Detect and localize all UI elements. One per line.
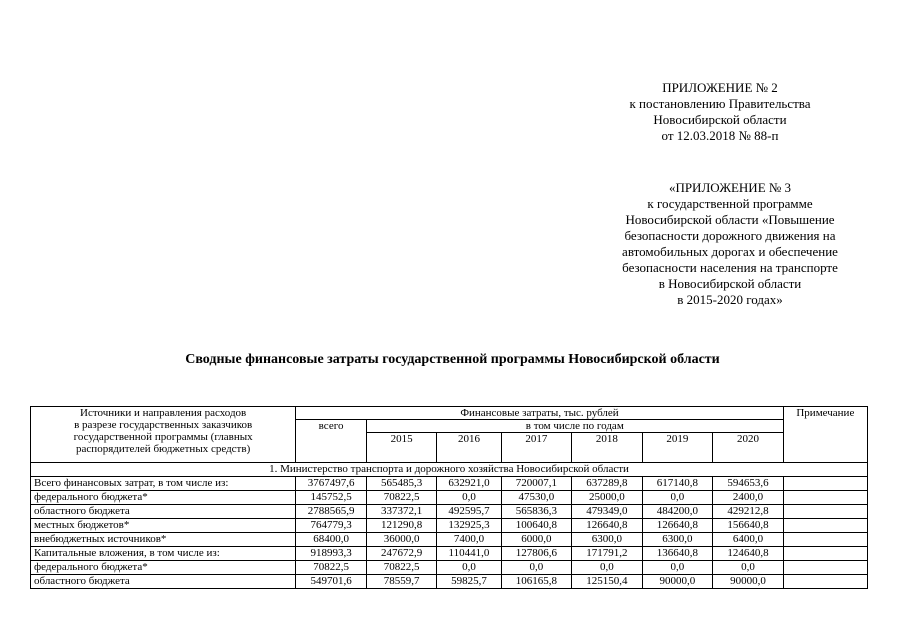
year-cell: 6300,0 [572, 533, 643, 547]
year-header: 2017 [501, 433, 572, 463]
note-cell [783, 533, 867, 547]
financial-table [30, 406, 868, 589]
row-label: местных бюджетов* [31, 519, 296, 533]
years-header: в том числе по годам [366, 420, 783, 433]
year-header: 2018 [572, 433, 643, 463]
annex-line: «ПРИЛОЖЕНИЕ № 3 [668, 180, 792, 195]
financial-costs-header: Финансовые затраты, тыс. рублей [296, 407, 783, 420]
year-cell: 0,0 [501, 561, 572, 575]
table-row [31, 561, 868, 575]
total-cell: 145752,5 [296, 491, 367, 505]
year-cell: 47530,0 [501, 491, 572, 505]
annex-line: от 12.03.2018 № 88-п [661, 128, 779, 143]
total-cell: 70822,5 [296, 561, 367, 575]
year-cell: 125150,4 [572, 575, 643, 589]
row-label: федерального бюджета* [31, 561, 296, 575]
year-cell: 59825,7 [437, 575, 501, 589]
year-cell: 78559,7 [366, 575, 437, 589]
annex-line: Новосибирской области «Повышение [625, 212, 835, 227]
section-title: 1. Министерство транспорта и дорожного хозяйства Новосибирской области [31, 463, 868, 477]
table-row [31, 533, 868, 547]
year-cell: 7400,0 [437, 533, 501, 547]
row-label: Всего финансовых затрат, в том числе из: [31, 477, 296, 491]
annex-3-header [590, 180, 870, 308]
year-cell: 594653,6 [713, 477, 784, 491]
total-cell: 68400,0 [296, 533, 367, 547]
total-cell: 918993,3 [296, 547, 367, 561]
row-label: федерального бюджета* [31, 491, 296, 505]
year-cell: 70822,5 [366, 491, 437, 505]
year-cell: 121290,8 [366, 519, 437, 533]
year-cell: 2400,0 [713, 491, 784, 505]
year-cell: 0,0 [713, 561, 784, 575]
total-cell: 764779,3 [296, 519, 367, 533]
note-cell [783, 561, 867, 575]
year-cell: 0,0 [642, 491, 713, 505]
total-cell: 3767497,6 [296, 477, 367, 491]
year-header: 2015 [366, 433, 437, 463]
year-cell: 171791,2 [572, 547, 643, 561]
table-row [31, 505, 868, 519]
note-cell [783, 575, 867, 589]
table-row [31, 547, 868, 561]
year-cell: 565836,3 [501, 505, 572, 519]
year-cell: 0,0 [572, 561, 643, 575]
year-cell: 106165,8 [501, 575, 572, 589]
year-cell: 136640,8 [642, 547, 713, 561]
year-cell: 632921,0 [437, 477, 501, 491]
year-cell: 484200,0 [642, 505, 713, 519]
year-cell: 6300,0 [642, 533, 713, 547]
sources-header [31, 407, 296, 463]
annex-line: Новосибирской области [653, 112, 787, 127]
year-cell: 132925,3 [437, 519, 501, 533]
sources-header-line: Источники и направления расходов [80, 407, 247, 419]
table-row [31, 491, 868, 505]
annex-line: в Новосибирской области [658, 276, 802, 291]
year-cell: 90000,0 [642, 575, 713, 589]
year-cell: 124640,8 [713, 547, 784, 561]
note-cell [783, 519, 867, 533]
note-cell [783, 505, 867, 519]
year-cell: 565485,3 [366, 477, 437, 491]
year-cell: 6400,0 [713, 533, 784, 547]
annex-line: в 2015-2020 годах» [677, 292, 783, 307]
note-header: Примечание [783, 407, 867, 463]
note-cell [783, 477, 867, 491]
annex-line: к постановлению Правительства [629, 96, 811, 111]
table-row [31, 575, 868, 589]
header-row [31, 407, 868, 420]
year-cell: 0,0 [437, 561, 501, 575]
year-cell: 156640,8 [713, 519, 784, 533]
total-header: всего [296, 420, 367, 463]
year-cell: 617140,8 [642, 477, 713, 491]
annex-line: ПРИЛОЖЕНИЕ № 2 [662, 80, 778, 95]
section-row [31, 463, 868, 477]
sources-header-line: государственной программы (главных [73, 431, 253, 443]
year-cell: 720007,1 [501, 477, 572, 491]
total-cell: 549701,6 [296, 575, 367, 589]
annex-line: безопасности дорожного движения на [624, 228, 836, 243]
year-cell: 127806,6 [501, 547, 572, 561]
row-label: областного бюджета [31, 575, 296, 589]
year-cell: 90000,0 [713, 575, 784, 589]
row-label: областного бюджета [31, 505, 296, 519]
table-row [31, 477, 868, 491]
year-header: 2016 [437, 433, 501, 463]
year-cell: 429212,8 [713, 505, 784, 519]
year-cell: 25000,0 [572, 491, 643, 505]
year-header: 2020 [713, 433, 784, 463]
year-cell: 0,0 [437, 491, 501, 505]
row-label: внебюджетных источников* [31, 533, 296, 547]
sources-header-line: в разрезе государственных заказчиков [74, 419, 253, 431]
note-cell [783, 491, 867, 505]
year-cell: 0,0 [642, 561, 713, 575]
annex-line: безопасности населения на транспорте [622, 260, 838, 275]
year-cell: 247672,9 [366, 547, 437, 561]
year-header: 2019 [642, 433, 713, 463]
document-title: Сводные финансовые затраты государственной программы Новосибирской области [185, 352, 720, 367]
note-cell [783, 547, 867, 561]
year-cell: 70822,5 [366, 561, 437, 575]
year-cell: 479349,0 [572, 505, 643, 519]
year-cell: 126640,8 [572, 519, 643, 533]
year-cell: 337372,1 [366, 505, 437, 519]
annex-2-header [590, 80, 850, 144]
year-cell: 126640,8 [642, 519, 713, 533]
annex-line: к государственной программе [647, 196, 813, 211]
year-cell: 6000,0 [501, 533, 572, 547]
annex-line: автомобильных дорогах и обеспечение [622, 244, 838, 259]
table-row [31, 519, 868, 533]
row-label: Капитальные вложения, в том числе из: [31, 547, 296, 561]
year-cell: 110441,0 [437, 547, 501, 561]
year-cell: 637289,8 [572, 477, 643, 491]
year-cell: 100640,8 [501, 519, 572, 533]
year-cell: 492595,7 [437, 505, 501, 519]
sources-header-line: распорядителей бюджетных средств) [76, 443, 251, 455]
year-cell: 36000,0 [366, 533, 437, 547]
total-cell: 2788565,9 [296, 505, 367, 519]
